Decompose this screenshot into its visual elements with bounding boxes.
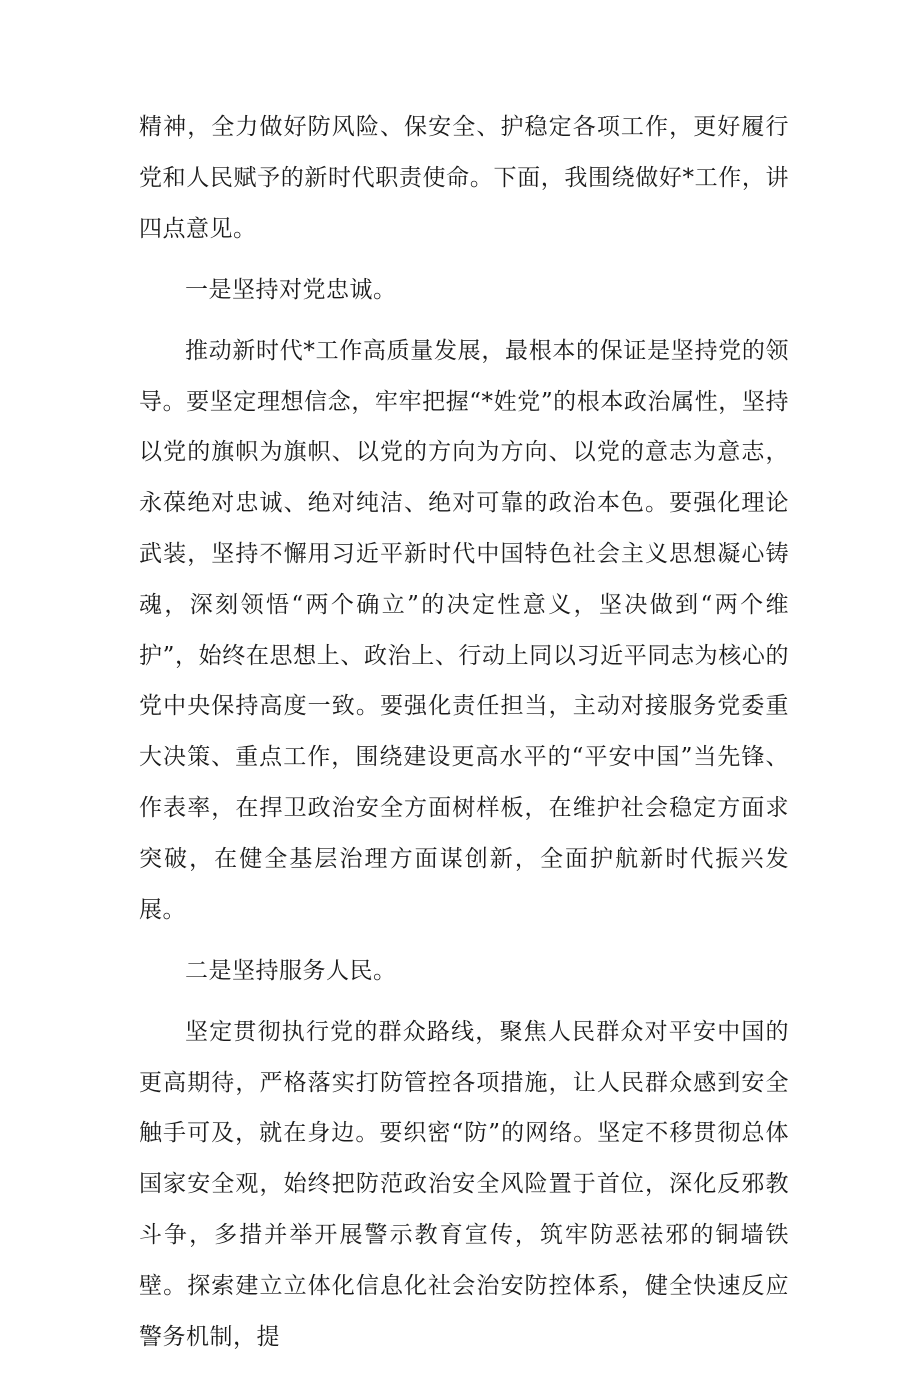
paragraph-loyalty: 推动新时代*工作高质量发展，最根本的保证是坚持党的领导。要坚定理想信念，牢牢把握“*姓党”的根本政治属性，坚持以党的旗帜为旗帜、以党的方向为方向、以党的意志为意志，永葆绝对忠诚、绝对纯洁、绝对可靠的政治本色。要强化理论武装，坚持不懈用习近平新时代中国特色社会主义思想凝心铸魂，深刻领悟“两个确立”的决定性意义，坚决做到“两个维护”，始终在思想上、政治上、行动上同以习近平同志为核心的党中央保持高度一致。要强化责任担当，主动对接服务党委重大决策、重点工作，围绕建设更高水平的“平安中国”当先锋、作表率，在捍卫政治安全方面树样板，在维护社会稳定方面求突破，在健全基层治理方面谋创新，全面护航新时代振兴发展。 xyxy=(139,337,789,923)
paragraph-serve-people: 坚定贯彻执行党的群众路线，聚焦人民群众对平安中国的更高期待，严格落实打防管控各项措施，让人民群众感到安全触手可及，就在身边。要织密“防”的网络。坚定不移贯彻总体国家安全观，始终把防范政治安全风险置于首位，深化反邪教斗争，多措并举开展警示教育宣传，筑牢防恶祛邪的铜墙铁壁。探索建立立体化信息化社会治安防控体系，健全快速反应警务机制，提 xyxy=(139,1018,789,1350)
document-body xyxy=(139,102,789,1373)
paragraph-continued: 精神，全力做好防风险、保安全、护稳定各项工作，更好履行党和人民赋予的新时代职责使命。下面，我围绕做好*工作，讲四点意见。 xyxy=(139,114,789,242)
section-heading-serve-people: 二是坚持服务人民。 xyxy=(185,957,397,984)
section-heading-loyalty: 一是坚持对党忠诚。 xyxy=(185,276,397,303)
